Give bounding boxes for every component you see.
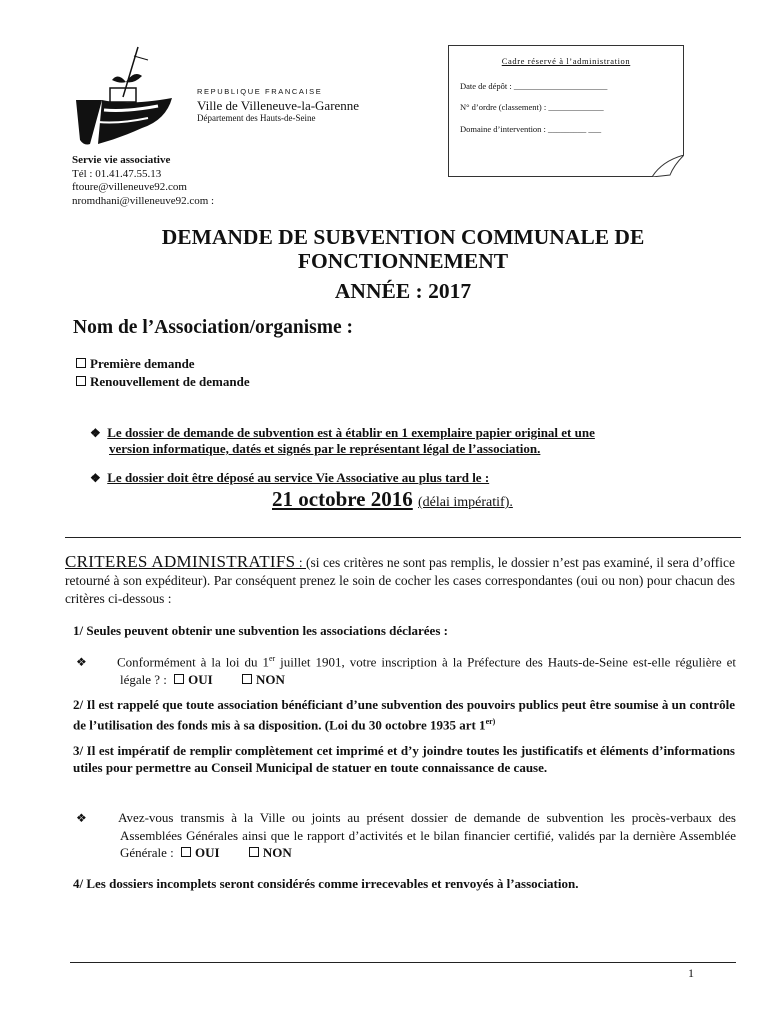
bullet-exemplaire-line1: Le dossier de demande de subvention est à établir en 1 exemplaire papier original et une bbox=[107, 425, 595, 440]
checkbox-premiere[interactable] bbox=[76, 358, 86, 368]
criteres-title: CRITERES ADMINISTRATIFS bbox=[65, 552, 296, 571]
section-2-text: 2/ Il est rappelé que toute association bénéficiant d’une subvention des pouvoirs publics peut être soumise à un contrôle de l’utilisation des fonds mis à sa disposition. (Loi du 30 octobre 1935 art 1 bbox=[73, 697, 735, 733]
deadline-date: 21 octobre 2016 bbox=[272, 487, 413, 511]
section-2-sup: er) bbox=[485, 717, 496, 726]
domaine-field[interactable]: Domaine d’intervention : _________ ___ bbox=[460, 124, 602, 134]
diamond-bullet-icon: ❖ bbox=[76, 811, 87, 825]
checkbox-renouvellement[interactable] bbox=[76, 376, 86, 386]
section-3-item bbox=[76, 809, 736, 861]
criteres-sep: : bbox=[295, 555, 307, 570]
choice-premiere[interactable] bbox=[76, 356, 195, 372]
checkbox-non-1[interactable] bbox=[242, 674, 252, 684]
s1-item-sup: er bbox=[268, 654, 276, 663]
diamond-bullet-icon: ❖ bbox=[90, 426, 101, 440]
s1-item-text-a: Conformément à la loi du 1 bbox=[116, 654, 269, 670]
oui-label-1: OUI bbox=[188, 672, 213, 688]
diamond-bullet-icon: ❖ bbox=[90, 471, 101, 485]
premiere-label: Première demande bbox=[90, 356, 195, 371]
bullet-exemplaire-line2: version informatique, datés et signés par le représentant légal de l’association. bbox=[109, 441, 541, 456]
title-line-2: FONCTIONNEMENT bbox=[297, 249, 509, 273]
service-name: Servie vie associative bbox=[72, 154, 171, 166]
non-label-1: NON bbox=[255, 672, 285, 688]
section-2 bbox=[73, 696, 735, 733]
renouvellement-label: Renouvellement de demande bbox=[90, 374, 250, 389]
phone: Tél : 01.41.47.55.13 bbox=[72, 167, 162, 180]
divider bbox=[65, 537, 741, 538]
date-depot-field[interactable]: Date de dépôt : ______________________ bbox=[460, 81, 608, 91]
contact-block bbox=[72, 154, 214, 208]
criteres-text: (si ces critères ne sont pas remplis, le dossier n’est pas examiné, il sera d’office retourné à son expéditeur). Par conséquent prenez le soin de cocher les cases correspondantes (oui ou non) pour chacun des critères ci-dessous : bbox=[65, 555, 735, 606]
s1-item-text-b: juillet 1901, votre inscription à la Préfecture des Hauts-de-Seine est-elle régulière et légale ? : bbox=[120, 654, 736, 688]
email-2: nromdhani@villeneuve92.com : bbox=[72, 194, 215, 207]
choice-renouvellement[interactable] bbox=[76, 374, 250, 390]
admin-reserved-box bbox=[448, 45, 684, 177]
oui-label-2: OUI bbox=[195, 845, 220, 860]
city-logo bbox=[68, 42, 188, 154]
section-3: 3/ Il est impératif de remplir complètement cet imprimé et d’y joindre toutes les justificatifs et éléments d’informations utiles pour permettre au Conseil Municipal de statuer en toute connaissance de cause. bbox=[73, 743, 735, 775]
department-name: Département des Hauts-de-Seine bbox=[197, 113, 316, 123]
bullet-depot bbox=[90, 470, 489, 486]
diamond-bullet-icon: ❖ bbox=[76, 655, 87, 670]
title-line-1: DEMANDE DE SUBVENTION COMMUNALE DE bbox=[161, 225, 645, 249]
ordre-field[interactable]: N° d’ordre (classement) : _____________ bbox=[460, 102, 604, 112]
s3-item-text: Avez-vous transmis à la Ville ou joints au présent dossier de demande de subvention les procès-verbaux des Assemblées Générales ainsi que le rapport d’activités et le bilan financier certifié, validés par la dernière Assemblée Générale : bbox=[118, 810, 736, 860]
non-label-2: NON bbox=[262, 845, 292, 860]
page-curl-icon bbox=[652, 155, 684, 177]
section-1-item bbox=[76, 650, 736, 688]
email-1: ftoure@villeneuve92.com bbox=[72, 181, 187, 193]
association-name-label: Nom de l’Association/organisme : bbox=[73, 317, 354, 338]
title-year: ANNÉE : 2017 bbox=[334, 279, 472, 303]
bullet-depot-text: Le dossier doit être déposé au service Vie Associative au plus tard le : bbox=[107, 470, 490, 485]
city-name: Ville de Villeneuve-la-Garenne bbox=[197, 98, 360, 113]
footer-divider bbox=[70, 962, 736, 963]
checkbox-oui-1[interactable] bbox=[174, 674, 184, 684]
deadline bbox=[272, 487, 513, 512]
criteres-paragraph bbox=[65, 553, 735, 608]
section-4: 4/ Les dossiers incomplets seront considérés comme irrecevables et renvoyés à l’association. bbox=[73, 876, 579, 891]
admin-box-title: Cadre réservé à l’administration bbox=[501, 56, 631, 66]
checkbox-oui-2[interactable] bbox=[181, 847, 191, 857]
checkbox-non-2[interactable] bbox=[249, 847, 259, 857]
section-1: 1/ Seules peuvent obtenir une subvention les associations déclarées : bbox=[73, 623, 448, 638]
deadline-note: (délai impératif). bbox=[418, 495, 513, 510]
republique-label: REPUBLIQUE FRANCAISE bbox=[197, 87, 323, 96]
page-number: 1 bbox=[688, 966, 694, 980]
bullet-exemplaire bbox=[90, 425, 720, 457]
